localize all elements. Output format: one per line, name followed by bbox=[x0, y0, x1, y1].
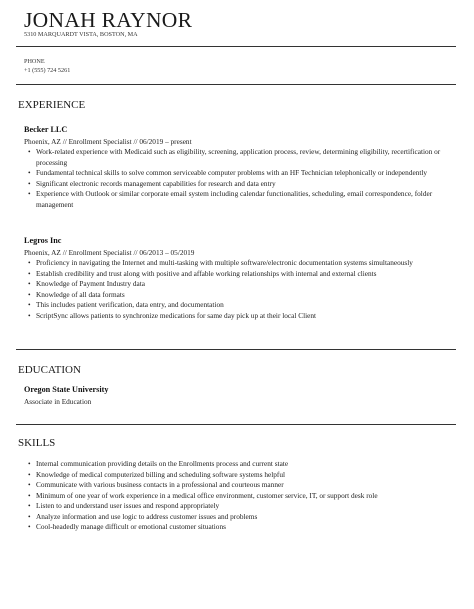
job-bullet: • Knowledge of Payment Industry data bbox=[24, 279, 456, 290]
skill-item: • Listen to and understand user issues and respond appropriately bbox=[24, 501, 456, 512]
degree: Associate in Education bbox=[24, 397, 92, 406]
job-bullet: • Fundamental technical skills to solve common serviceable computer problems with an HF Technician telephonically or independently bbox=[24, 168, 456, 179]
skills-list bbox=[24, 459, 456, 533]
job-meta: Phoenix, AZ // Enrollment Specialist // 06/2019 – present bbox=[24, 137, 192, 146]
job-entry bbox=[24, 235, 456, 321]
skills-heading: SKILLS bbox=[18, 437, 56, 449]
skill-item: • Minimum of one year of work experience in a medical office environment, customer service, IT, or support desk role bbox=[24, 491, 456, 502]
section-divider bbox=[16, 349, 456, 350]
skill-item: • Internal communication providing details on the Enrollments process and current state bbox=[24, 459, 456, 470]
candidate-name: JONAH RAYNOR bbox=[24, 8, 193, 32]
skill-item: • Cool-headedly manage difficult or emotional customer situations bbox=[24, 522, 456, 533]
job-bullet: • Experience with Outlook or similar corporate email system including calendar functionalities, scheduling, email correspondence, folder management bbox=[24, 189, 456, 210]
skill-item: • Knowledge of medical computerized billing and scheduling software systems helpful bbox=[24, 470, 456, 481]
job-bullet: • ScriptSync allows patients to synchronize medications for same day pick up at their local Client bbox=[24, 311, 456, 322]
job-meta: Phoenix, AZ // Enrollment Specialist // 06/2013 – 05/2019 bbox=[24, 248, 195, 257]
job-bullets bbox=[24, 147, 456, 210]
job-bullet: • Knowledge of all data formats bbox=[24, 290, 456, 301]
job-bullet: • This includes patient verification, data entry, and documentation bbox=[24, 300, 456, 311]
job-bullets bbox=[24, 258, 456, 321]
experience-heading: EXPERIENCE bbox=[18, 99, 86, 111]
company-name: Becker LLC bbox=[24, 125, 68, 134]
candidate-address: 5310 MARQUARDT VISTA, BOSTON, MA bbox=[24, 31, 138, 38]
education-entry bbox=[24, 384, 456, 407]
company-name: Legros Inc bbox=[24, 236, 62, 245]
skill-item: • Analyze information and use logic to address customer issues and problems bbox=[24, 512, 456, 523]
job-bullet: • Work-related experience with Medicaid such as eligibility, screening, application process, review, determining eligibility, recertification or processing bbox=[24, 147, 456, 168]
section-divider bbox=[16, 424, 456, 425]
header-divider bbox=[16, 46, 456, 47]
skill-item: • Communicate with various business contacts in a professional and courteous manner bbox=[24, 480, 456, 491]
section-divider bbox=[16, 84, 456, 85]
phone-label: PHONE bbox=[24, 58, 45, 65]
job-bullet: • Proficiency in navigating the Internet and multi-tasking with multiple software/electronic documentation systems simultaneously bbox=[24, 258, 456, 269]
education-heading: EDUCATION bbox=[18, 364, 81, 376]
skill-bullets bbox=[24, 459, 456, 533]
phone-number: +1 (555) 724 5261 bbox=[24, 67, 71, 74]
job-bullet: • Significant electronic records management capabilities for research and data entry bbox=[24, 179, 456, 190]
job-entry bbox=[24, 124, 456, 210]
job-bullet: • Establish credibility and trust along with positive and affable working relationships with internal and external clients bbox=[24, 269, 456, 280]
school-name: Oregon State University bbox=[24, 385, 109, 394]
